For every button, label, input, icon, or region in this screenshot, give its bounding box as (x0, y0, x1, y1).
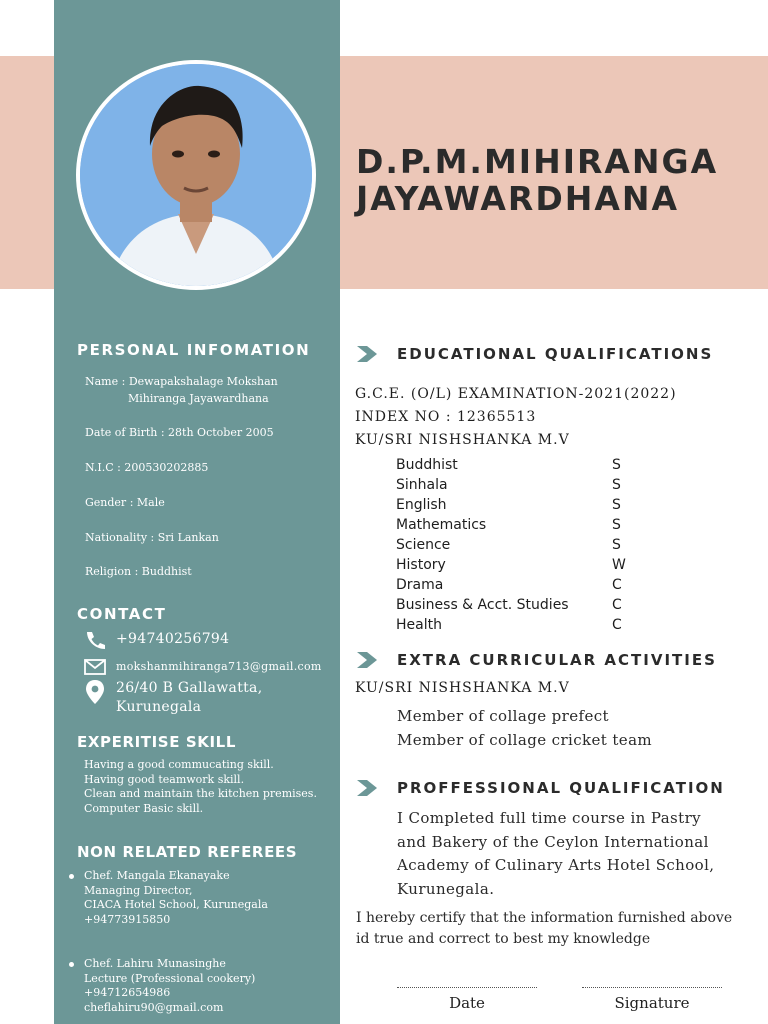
education-heading (356, 345, 713, 363)
subject-row (396, 475, 632, 495)
professional-line: Academy of Culinary Arts Hotel School, (397, 856, 715, 874)
personal-name-line-2: Mihiranga Jayawardhana (128, 392, 269, 405)
referee-1-org: CIACA Hotel School, Kurunegala (84, 898, 268, 911)
activity-item: Member of collage prefect (397, 707, 609, 725)
referee-1-title: Managing Director, (84, 883, 193, 897)
profile-photo-image (80, 64, 312, 286)
index-number: INDEX NO : 12365513 (355, 409, 537, 425)
extracurricular-heading (356, 651, 717, 669)
education-heading-text: EDUCATIONAL QUALIFICATIONS (397, 345, 714, 363)
phone-icon (84, 630, 106, 650)
referee-2-title: Lecture (Professional cookery) (84, 971, 256, 985)
bullet-icon (69, 874, 74, 879)
professional-line: Kurunegala. (397, 879, 495, 898)
extracurricular-list (397, 705, 652, 752)
contact-email-text: mokshanmihiranga713@gmail.com (116, 660, 322, 673)
subject-grade: C (612, 597, 622, 613)
contact-heading: CONTACT (77, 605, 167, 623)
subject-grade: S (612, 497, 621, 513)
subject-row (396, 455, 632, 475)
personal-gender: Gender : Male (85, 496, 165, 509)
candidate-name (356, 143, 756, 217)
skill-item: Having good teamwork skill. (84, 772, 245, 786)
professional-line: and Bakery of the Ceylon International (397, 832, 709, 851)
subject-grade: C (612, 577, 622, 593)
envelope-icon (84, 657, 106, 677)
contact-address-text (116, 679, 262, 717)
subject-row (396, 515, 632, 535)
subject-grade: S (612, 517, 621, 533)
activity-item: Member of collage cricket team (397, 730, 653, 749)
chevron-icon (356, 345, 384, 363)
subject-name: Business & Acct. Studies (396, 597, 569, 613)
subject-grade: S (612, 477, 621, 493)
date-label: Date (449, 994, 485, 1012)
subject-row (396, 495, 632, 515)
referee-2-phone: +94712654986 (84, 986, 171, 999)
subject-name: English (396, 497, 447, 513)
subject-grade: S (612, 537, 621, 553)
address-line-1: 26/40 B Gallawatta, (116, 680, 263, 696)
contact-phone-text: +94740256794 (116, 631, 230, 647)
personal-info-heading: PERSONAL INFOMATION (77, 341, 311, 359)
subject-name: Drama (396, 577, 444, 593)
referee-2 (84, 957, 255, 1015)
subject-name: Mathematics (396, 517, 487, 533)
subject-name: Health (396, 617, 442, 633)
personal-nic: N.I.C : 200530202885 (85, 461, 209, 474)
personal-nationality: Nationality : Sri Lankan (85, 531, 219, 544)
profile-photo (76, 60, 316, 290)
referee-2-name: Chef. Lahiru Munasinghe (84, 957, 226, 970)
subject-row (396, 595, 632, 615)
subject-name: History (396, 557, 446, 573)
signature-label: Signature (614, 994, 690, 1012)
contact-address (84, 679, 262, 717)
extracurricular-heading-text: EXTRA CURRICULAR ACTIVITIES (397, 651, 717, 669)
personal-dob: Date of Birth : 28th October 2005 (85, 426, 274, 439)
signature-line (582, 987, 722, 988)
subject-row (396, 555, 632, 575)
contact-email (84, 657, 322, 677)
extracurricular-school: KU/SRI NISHSHANKA M.V (355, 680, 570, 696)
personal-religion: Religion : Buddhist (85, 565, 192, 578)
professional-heading (356, 779, 725, 797)
subject-row (396, 535, 632, 555)
address-line-2: Kurunegala (116, 699, 202, 715)
skill-item: Clean and maintain the kitchen premises. (84, 787, 317, 800)
skill-item: Having a good commucating skill. (84, 758, 274, 771)
skills-heading: EXPERITISE SKILL (77, 733, 236, 751)
subject-row (396, 575, 632, 595)
personal-name-line-1: Name : Dewapakshalage Mokshan (85, 375, 278, 388)
professional-description (397, 807, 714, 901)
skill-item: Computer Basic skill. (84, 801, 204, 815)
certification-statement (356, 908, 732, 950)
subject-name: Buddhist (396, 457, 458, 473)
map-pin-icon (84, 679, 106, 705)
subject-row (396, 615, 632, 635)
chevron-icon (356, 779, 384, 797)
contact-phone (84, 630, 229, 650)
skills-list (84, 758, 317, 816)
referee-1 (84, 869, 268, 927)
referee-1-name: Chef. Mangala Ekanayake (84, 869, 230, 882)
professional-heading-text: PROFFESSIONAL QUALIFICATION (397, 779, 725, 797)
date-line (397, 987, 537, 988)
school-name: KU/SRI NISHSHANKA M.V (355, 432, 570, 448)
name-line-1: D.P.M.MIHIRANGA (356, 142, 719, 181)
referee-1-phone: +94773915850 (84, 912, 171, 926)
referee-2-email: cheflahiru90@gmail.com (84, 1000, 224, 1014)
subject-name: Science (396, 537, 451, 553)
certification-line: id true and correct to best my knowledge (356, 931, 651, 947)
professional-line: I Completed full time course in Pastry (397, 809, 702, 827)
bullet-icon (69, 962, 74, 967)
subject-name: Sinhala (396, 477, 448, 493)
exam-title: G.C.E. (O/L) EXAMINATION-2021(2022) (355, 386, 677, 402)
referees-heading: NON RELATED REFEREES (77, 843, 298, 861)
subject-grade: W (612, 557, 626, 573)
chevron-icon (356, 651, 384, 669)
certification-line: I hereby certify that the information furnished above (356, 910, 733, 926)
subject-grade: C (612, 617, 622, 633)
name-line-2: JAYAWARDHANA (356, 179, 680, 218)
subject-results (396, 455, 632, 635)
subject-grade: S (612, 457, 621, 473)
